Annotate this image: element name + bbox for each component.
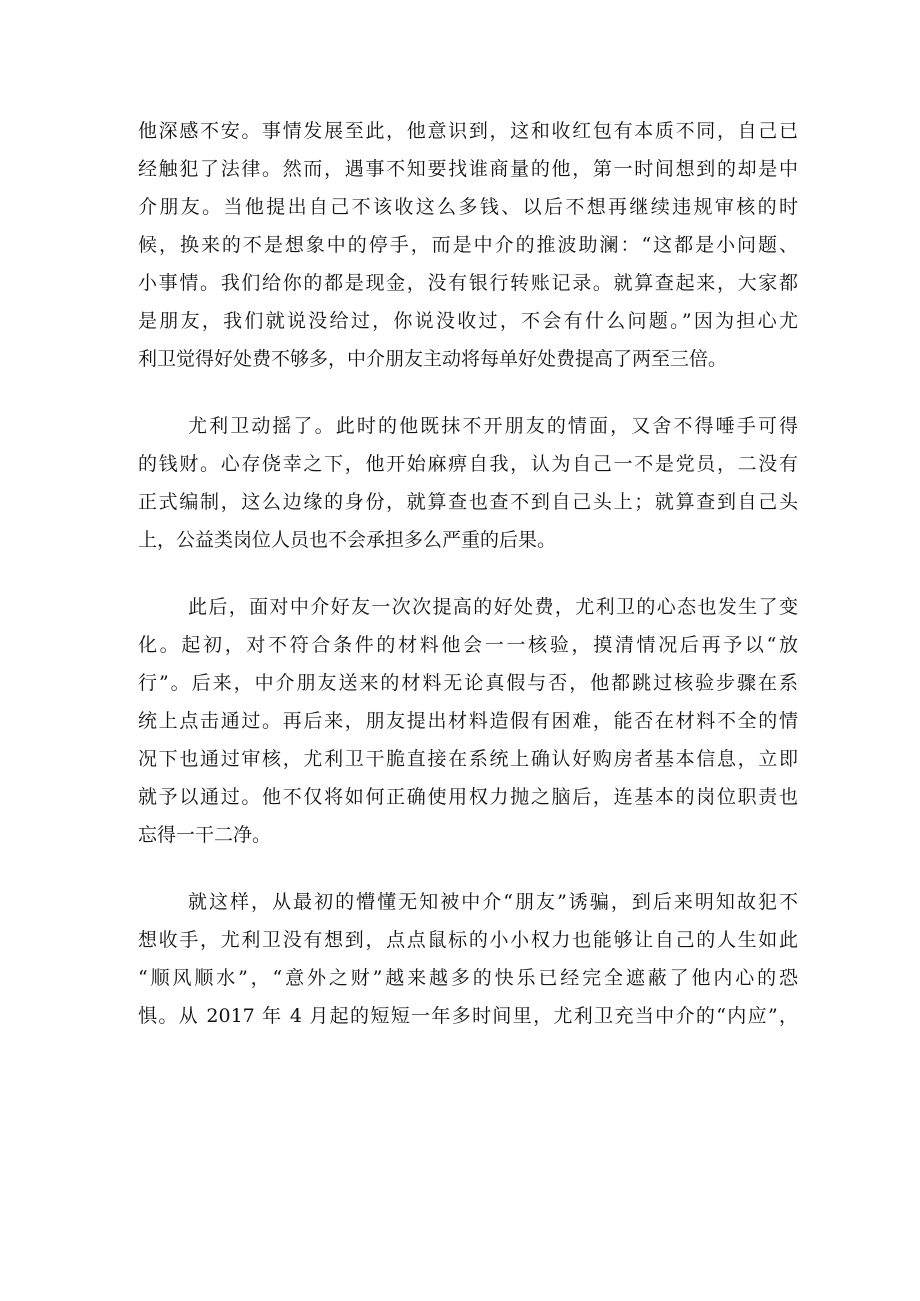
text-line: 行”。后来，中介朋友送来的材料无论真假与否，他都跳过核验步骤在系 <box>138 672 798 694</box>
text-line: 就予以通过。他不仅将如何正确使用权力抛之脑后，连基本的岗位职责也 <box>138 786 798 808</box>
paragraph-1 <box>138 112 798 378</box>
text-line: 统上点击通过。再后来，朋友提出材料造假有困难，能否在材料不全的情 <box>138 710 798 732</box>
article-body <box>138 112 798 1064</box>
text-line: 是朋友，我们就说没给过，你说没收过，不会有什么问题。”因为担心尤 <box>138 310 798 332</box>
text-line: 小事情。我们给你的都是现金，没有银行转账记录。就算查起来，大家都 <box>138 272 798 294</box>
paragraph-2 <box>138 407 798 559</box>
text-line: 候，换来的不是想象中的停手，而是中介的推波助澜：“这都是小问题、 <box>138 234 798 256</box>
text-line: 就这样，从最初的懵懂无知被中介“朋友”诱骗，到后来明知故犯不 <box>188 891 798 913</box>
paragraph-3 <box>138 588 798 854</box>
text-line: 此后，面对中介好友一次次提高的好处费，尤利卫的心态也发生了变 <box>188 596 798 618</box>
text-line: 他深感不安。事情发展至此，他意识到，这和收红包有本质不同，自己已 <box>138 120 798 142</box>
text-line: “顺风顺水”，“意外之财”越来越多的快乐已经完全遮蔽了他内心的恐 <box>138 967 798 989</box>
text-line: 惧。从 2017 年 4 月起的短短一年多时间里，尤利卫充当中介的“内应”， <box>138 1005 798 1027</box>
text-line: 况下也通过审核，尤利卫干脆直接在系统上确认好购房者基本信息，立即 <box>138 748 798 770</box>
text-line: 忘得一干二净。 <box>138 824 272 846</box>
text-line: 的钱财。心存侥幸之下，他开始麻痹自我，认为自己一不是党员，二没有 <box>138 453 798 475</box>
text-line: 介朋友。当他提出自己不该收这么多钱、以后不想再继续违规审核的时 <box>138 196 798 218</box>
text-line: 想收手，尤利卫没有想到，点点鼠标的小小权力也能够让自己的人生如此 <box>138 929 798 951</box>
text-line: 经触犯了法律。然而，遇事不知要找谁商量的他，第一时间想到的却是中 <box>138 158 798 180</box>
text-line: 利卫觉得好处费不够多，中介朋友主动将每单好处费提高了两至三倍。 <box>138 348 728 370</box>
text-line: 尤利卫动摇了。此时的他既抹不开朋友的情面，又舍不得唾手可得 <box>188 415 798 437</box>
text-line: 正式编制，这么边缘的身份，就算查也查不到自己头上；就算查到自己头 <box>138 491 798 513</box>
text-line: 化。起初，对不符合条件的材料他会一一核验，摸清情况后再予以“放 <box>138 634 798 656</box>
paragraph-4 <box>138 883 798 1035</box>
text-line: 上，公益类岗位人员也不会承担多么严重的后果。 <box>138 529 557 551</box>
